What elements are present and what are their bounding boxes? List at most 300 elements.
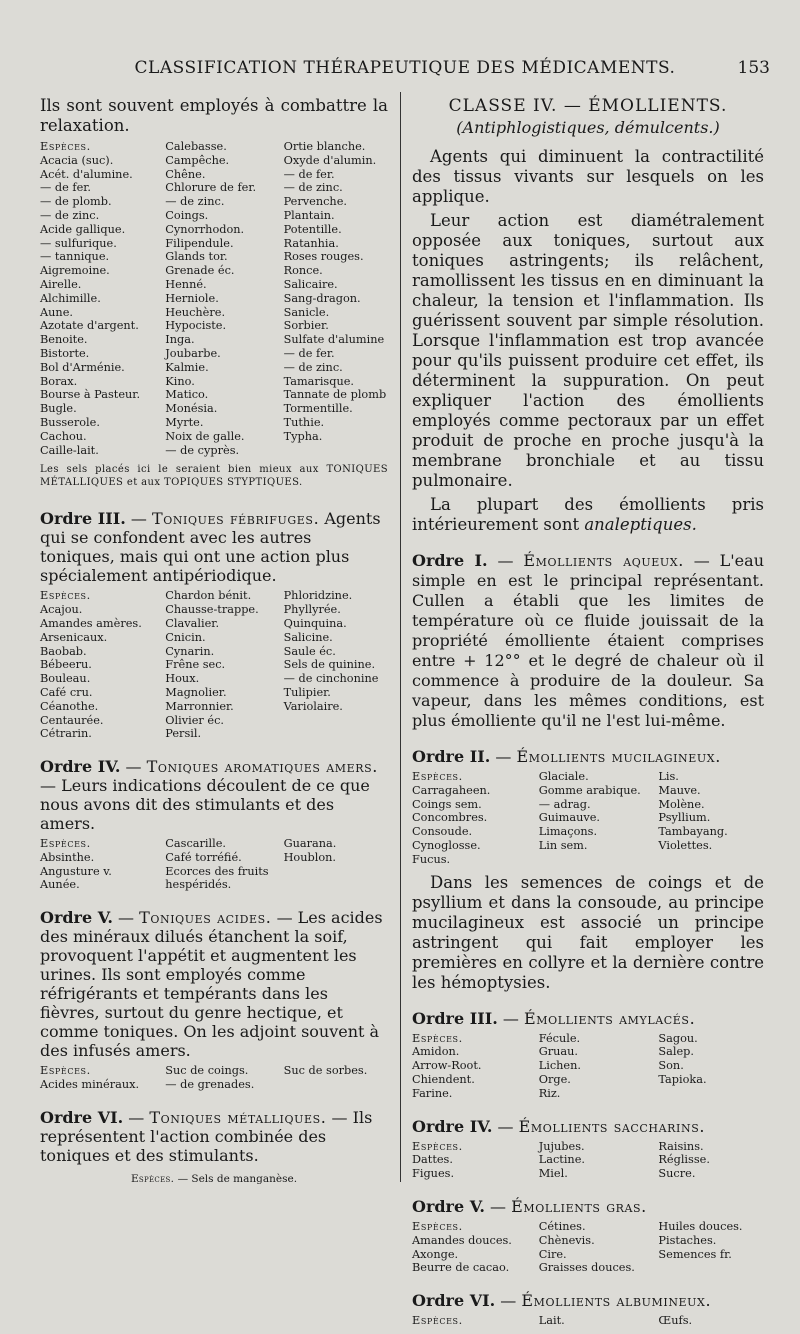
order-name: Émollients gras.	[511, 1196, 647, 1216]
paragraph: Agents qui diminuent la contractilité des tissus vivants sur lesquels on les applique.	[412, 147, 764, 206]
table-cell	[658, 1087, 764, 1101]
table-cell	[284, 444, 388, 458]
table-cell: Potentille.	[283, 222, 342, 236]
table-cell: — de cinchonine	[283, 672, 379, 686]
order-label: Ordre IV.	[40, 757, 121, 777]
salts-note: Les sels placés ici le seraient bien mieux aux TONIQUES MÉTALLIQUES et aux TOPIQUES STYPTIQUES.	[40, 464, 388, 489]
table-cell: Variolaire.	[283, 699, 343, 713]
table-cell: — de cyprès.	[165, 443, 240, 457]
table-cell: Graisses douces.	[538, 1261, 635, 1275]
table-cell: Psyllium.	[658, 811, 711, 825]
table-cell: Bébeeru.	[40, 658, 92, 672]
table-row	[40, 714, 388, 728]
table-cell: Tamarisque.	[283, 374, 355, 388]
table-cell: Glaciale.	[538, 770, 589, 783]
intro-paragraph: Ils sont souvent employés à combattre la relaxation.	[40, 96, 388, 135]
table-row	[40, 430, 388, 444]
table-row	[40, 617, 388, 631]
table-row	[412, 1261, 764, 1275]
table-cell: Myrte.	[165, 415, 204, 429]
order-name: Toniques acides.	[139, 908, 272, 928]
table-cell: — sulfurique.	[40, 236, 117, 250]
metallic-species-line	[40, 1173, 388, 1185]
table-cell: Frêne sec.	[165, 658, 226, 672]
table-cell: Aigremoine.	[40, 264, 110, 278]
table-row	[40, 700, 388, 714]
table-row	[412, 1248, 764, 1262]
table-cell: Arrow-Root.	[412, 1059, 482, 1073]
table-cell: Sorbier.	[283, 319, 329, 333]
class-subtitle: (Antiphlogistiques, démulcents.)	[456, 118, 720, 137]
table-cell: Cachou.	[40, 429, 87, 443]
order-label: Ordre III.	[40, 509, 126, 529]
astringents-species-table	[40, 140, 388, 457]
table-row	[40, 837, 388, 851]
table-cell: Salicaire.	[283, 277, 338, 291]
table-cell: Céanothe.	[40, 699, 99, 713]
fatty-species-table	[412, 1220, 764, 1275]
table-cell: Espèces.	[40, 837, 91, 851]
table-row	[412, 1153, 764, 1167]
table-cell: Houblon.	[283, 850, 337, 864]
table-cell: Campêche.	[165, 153, 230, 167]
order-heading: Ordre III. — Émollients amylacés.	[412, 1008, 696, 1028]
table-row	[40, 645, 388, 659]
table-cell: Sanicle.	[283, 305, 330, 319]
table-row	[40, 402, 388, 416]
table-cell: Espèces.	[40, 1064, 91, 1078]
table-cell: Baobab.	[40, 644, 87, 658]
table-row	[40, 865, 388, 879]
order-heading: Ordre II. — Émollients mucilagineux.	[412, 747, 721, 766]
table-row	[40, 672, 388, 686]
mucilaginous-species-table	[412, 770, 764, 867]
table-row	[40, 168, 388, 182]
table-cell: Molène.	[658, 797, 705, 811]
table-cell: Café cru.	[40, 685, 93, 699]
table-row	[40, 195, 388, 209]
table-cell	[658, 853, 764, 867]
right-column	[412, 96, 764, 1334]
order-heading: Ordre V. — Émollients gras.	[412, 1196, 647, 1216]
table-cell: Glands tor.	[165, 250, 228, 264]
table-cell: Jujubes.	[538, 1139, 585, 1153]
table-row	[412, 1073, 764, 1087]
table-cell: Typha.	[283, 429, 323, 443]
table-cell: Cire.	[538, 1247, 567, 1261]
table-cell: Son.	[658, 1059, 684, 1073]
table-cell: Ortie blanche.	[283, 140, 366, 153]
table-cell: Chausse-trappe.	[165, 603, 259, 617]
table-cell: Kalmie.	[165, 360, 209, 374]
table-cell: Réglisse.	[658, 1153, 710, 1167]
table-cell: Chlorure de fer.	[165, 181, 257, 195]
table-row	[412, 839, 764, 853]
table-cell: Cynarin.	[165, 644, 215, 658]
table-cell: — de plomb.	[40, 195, 112, 209]
table-cell: Persil.	[165, 727, 202, 741]
order-text: — Leurs indications découlent de ce que nous avons dit des stimulants et des amers.	[40, 776, 370, 834]
table-row	[40, 237, 388, 251]
table-cell: Chiendent.	[412, 1072, 475, 1086]
table-cell: Clavalier.	[165, 616, 220, 630]
table-cell: Amandes amères.	[40, 616, 142, 630]
table-row	[40, 416, 388, 430]
table-cell: — adrag.	[538, 797, 591, 811]
table-row	[412, 770, 764, 784]
table-cell: Semences fr.	[658, 1247, 732, 1261]
table-row	[40, 278, 388, 292]
column-divider	[400, 92, 401, 1182]
table-cell: Suc de sorbes.	[283, 1064, 368, 1078]
order-label: Ordre II.	[412, 747, 491, 766]
order-name: Émollients saccharins.	[518, 1116, 706, 1136]
table-row	[412, 853, 764, 867]
table-cell: Arsenicaux.	[40, 630, 108, 644]
paragraph	[412, 495, 764, 535]
table-row	[412, 1059, 764, 1073]
table-cell: Sang-dragon.	[283, 291, 361, 305]
table-cell: Aune.	[40, 305, 73, 319]
table-row	[412, 1314, 764, 1328]
table-cell: Beurre de cacao.	[412, 1261, 510, 1275]
table-row	[40, 375, 388, 389]
order-label: Ordre VI.	[40, 1107, 124, 1127]
order-label: Ordre VI.	[412, 1291, 496, 1311]
order-name: Émollients aqueux.	[523, 551, 684, 570]
order-text: — L'eau simple en est le principal représentant. Cullen a établi que les limites de température où ce fluide jouissait de la propriété émolliente étaient comprises entre + 12°° et le degré de chaleur où il commence à produire de la douleur. Sa vapeur, dans les mêmes conditions, est plus émolliente qu'il ne l'est lui-même.	[412, 551, 764, 730]
table-cell	[284, 727, 388, 741]
order-name: Toniques fébrifuges.	[151, 509, 320, 529]
table-cell: Aunée.	[40, 878, 80, 892]
albuminous-species-table	[412, 1314, 764, 1328]
order-label: Ordre IV.	[412, 1116, 493, 1136]
table-row	[40, 878, 388, 892]
acid-species-table	[40, 1064, 388, 1092]
order-label: Ordre V.	[412, 1196, 485, 1216]
table-cell: Cnicin.	[165, 630, 206, 644]
table-cell: — de fer.	[283, 346, 335, 360]
table-row	[40, 388, 388, 402]
table-cell: — de zinc.	[165, 195, 225, 209]
table-row	[40, 250, 388, 264]
table-cell: — de grenades.	[165, 1078, 255, 1092]
table-cell: Marronnier.	[165, 699, 234, 713]
order-name: Émollients albumineux.	[521, 1291, 712, 1311]
table-cell: Acide gallique.	[40, 222, 126, 236]
table-cell: Herniole.	[165, 291, 219, 305]
table-cell: Hypociste.	[165, 319, 227, 333]
table-cell: Phyllyrée.	[283, 603, 341, 617]
table-row	[40, 181, 388, 195]
order-heading: Ordre IV. — Émollients saccharins.	[412, 1116, 706, 1136]
table-cell: Sagou.	[658, 1031, 698, 1045]
table-cell: Miel.	[538, 1167, 568, 1181]
table-cell: Salep.	[658, 1045, 694, 1059]
table-cell: Cynorrhodon.	[165, 222, 245, 236]
table-cell: Alchimille.	[40, 291, 101, 305]
table-row	[412, 1234, 764, 1248]
table-cell: Gruau.	[538, 1045, 579, 1059]
table-cell: Calebasse.	[165, 140, 227, 153]
table-cell: Huiles douces.	[658, 1219, 743, 1233]
order-label: Ordre I.	[412, 551, 488, 570]
table-cell: Roses rouges.	[283, 250, 364, 264]
table-row	[40, 209, 388, 223]
table-cell: Œufs.	[658, 1314, 693, 1328]
table-cell: Fucus.	[412, 852, 451, 866]
table-cell: Acét. d'alumine.	[40, 167, 133, 181]
table-cell: Carragaheen.	[412, 783, 491, 797]
table-cell: Filipendule.	[165, 236, 234, 250]
table-cell: Espèces.	[412, 1139, 463, 1153]
table-cell: Ecorces des fruits	[165, 864, 269, 878]
table-cell: Cétines.	[538, 1219, 586, 1233]
table-cell: Tapioka.	[658, 1072, 707, 1086]
order-name: Émollients mucilagineux.	[516, 747, 721, 766]
table-cell: hespéridés.	[165, 878, 232, 892]
table-row	[40, 727, 388, 741]
table-row	[40, 631, 388, 645]
table-row	[40, 154, 388, 168]
table-row	[412, 798, 764, 812]
table-cell: Cascarille.	[165, 837, 227, 851]
saccharine-species-table	[412, 1140, 764, 1181]
table-cell: Axonge.	[412, 1247, 459, 1261]
species-text: — Sels de manganèse.	[177, 1172, 298, 1185]
header-title: CLASSIFICATION THÉRAPEUTIQUE DES MÉDICAMENTS.	[134, 58, 676, 78]
table-cell: Bouleau.	[40, 672, 91, 686]
order-label: Ordre III.	[412, 1008, 498, 1028]
table-cell: Tulipier.	[283, 685, 331, 699]
table-cell: Saule éc.	[283, 644, 336, 658]
table-cell: Consoude.	[412, 825, 473, 839]
table-cell: Lait.	[538, 1314, 565, 1328]
table-cell: Acajou.	[40, 603, 83, 617]
table-row	[40, 1078, 388, 1092]
order-heading: Ordre I. — Émollients aqueux. — L'eau simple en est le principal représentant. Cullen a établi que les limites de température où ce fluide jouissait de la propriété émolliente étaient comprises entre + 12°° et le degré de chaleur où il commence à produire de la douleur. Sa vapeur, dans les mêmes conditions, est plus émolliente qu'il ne l'est lui-même.	[412, 551, 764, 730]
table-cell: Coings.	[165, 208, 209, 222]
table-row	[40, 658, 388, 672]
page-number: 153	[737, 58, 770, 78]
table-row	[412, 784, 764, 798]
table-cell: Sels de quinine.	[283, 658, 376, 672]
table-cell: Matico.	[165, 388, 209, 402]
table-row	[40, 686, 388, 700]
table-cell: Amidon.	[412, 1045, 460, 1059]
table-cell: Amandes douces.	[412, 1233, 512, 1247]
table-row	[40, 140, 388, 154]
table-cell: Plantain.	[283, 208, 335, 222]
table-cell: Henné.	[165, 277, 207, 291]
table-cell: Salicine.	[283, 630, 333, 644]
table-cell: Joubarbe.	[165, 346, 221, 360]
table-cell: Ratanhia.	[283, 236, 339, 250]
table-cell: Violettes.	[658, 838, 713, 852]
order-heading: Ordre VI. — Toniques métalliques. — Ils représentent l'action combinée des toniques et des stimulants.	[40, 1107, 373, 1165]
table-cell: Bourse à Pasteur.	[40, 388, 141, 402]
table-cell: — de zinc.	[40, 208, 100, 222]
table-cell: Tannate de plomb	[283, 388, 387, 402]
table-cell: Sulfate d'alumine	[283, 333, 385, 347]
table-cell: Lis.	[658, 770, 679, 783]
aromatic-species-table	[40, 837, 388, 892]
table-cell	[284, 714, 388, 728]
order-name: Toniques aromatiques amers.	[146, 757, 378, 777]
order-heading: Ordre VI. — Émollients albumineux.	[412, 1291, 712, 1311]
table-cell: — de fer.	[40, 181, 92, 195]
table-row	[412, 1045, 764, 1059]
table-cell: Gomme arabique.	[538, 783, 641, 797]
table-row	[412, 1087, 764, 1101]
table-cell: Lichen.	[538, 1059, 581, 1073]
table-cell: Acides minéraux.	[40, 1078, 140, 1092]
order-name: Émollients amylacés.	[523, 1008, 696, 1028]
febrifuges-species-table	[40, 589, 388, 741]
table-row	[412, 825, 764, 839]
order-label: Ordre V.	[40, 908, 113, 928]
table-cell: Limaçons.	[538, 825, 598, 839]
table-cell: Ronce.	[283, 264, 323, 278]
table-cell: Magnolier.	[165, 685, 227, 699]
table-cell: Quinquina.	[283, 616, 347, 630]
table-row	[40, 603, 388, 617]
table-cell: Sucre.	[658, 1167, 696, 1181]
table-cell: Dattes.	[412, 1153, 453, 1167]
table-row	[40, 292, 388, 306]
table-cell: Suc de coings.	[165, 1064, 249, 1078]
paragraph: Dans les semences de coings et de psyllium et dans la consoude, au principe mucilagineux est associé un principe astringent qui fait employer les premières en collyre et la dernière contre les hémoptysies.	[412, 872, 764, 992]
table-row	[40, 361, 388, 375]
table-cell: Raisins.	[658, 1139, 704, 1153]
table-row	[40, 319, 388, 333]
table-cell: Oxyde d'alumin.	[283, 153, 377, 167]
table-row	[40, 333, 388, 347]
table-cell: Phloridzine.	[283, 589, 353, 603]
table-cell: Figues.	[412, 1167, 455, 1181]
table-cell: Bistorte.	[40, 346, 90, 360]
table-cell: Chardon bénit.	[165, 589, 252, 603]
table-cell: Cynoglosse.	[412, 838, 481, 852]
table-cell: Tuthie.	[283, 415, 325, 429]
table-cell: Farine.	[412, 1086, 453, 1100]
table-row	[412, 811, 764, 825]
table-cell: Bugle.	[40, 402, 77, 416]
class-title: CLASSE IV. — ÉMOLLIENTS.	[448, 96, 728, 116]
table-cell: Espèces.	[412, 770, 463, 783]
order-text: Agents qui se confondent avec les autres toniques, mais qui ont une action plus spécialement antipériodique.	[40, 509, 381, 586]
table-cell: Espèces.	[412, 1314, 463, 1328]
table-cell: — tannique.	[40, 250, 110, 264]
table-row	[412, 1032, 764, 1046]
amylaceous-species-table	[412, 1032, 764, 1101]
table-cell	[284, 865, 388, 879]
table-row	[40, 589, 388, 603]
table-cell: Espèces.	[40, 140, 91, 153]
left-column	[40, 96, 388, 1185]
table-cell: Acacia (suc).	[40, 153, 114, 167]
table-cell	[284, 878, 388, 892]
order-heading: Ordre V. — Toniques acides. — Les acides des minéraux dilués étanchent la soif, provoquent l'appétit et augmentent les urines. Ils sont employés comme réfrigérants et tempérants dans les fièvres, surtout du genre hectique, et comme toniques. On les adjoint souvent à des infusés amers.	[40, 908, 383, 1061]
table-cell: Borax.	[40, 374, 78, 388]
table-cell: Fécule.	[538, 1031, 581, 1045]
table-cell: Espèces.	[412, 1219, 463, 1233]
paragraph: Leur action est diamétralement opposée aux toniques, surtout aux toniques astringents; ils relâchent, ramollissent les tissus en en diminuant la chaleur, la tension et l'inflammation. Ils guérissent souvent par simple résolution. Lorsque l'inflammation est trop avancée pour qu'ils puissent produire cet effet, ils déterminent la suppuration. On peut expliquer l'action des émollients employés comme pectoraux par un effet produit de proche en proche jusqu'à la membrane bronchiale et au tissu pulmonaire.	[412, 211, 764, 490]
table-cell: Heuchère.	[165, 305, 226, 319]
table-row	[40, 444, 388, 458]
table-cell: Espèces.	[40, 589, 91, 603]
table-row	[40, 223, 388, 237]
order-name: Toniques métalliques.	[149, 1107, 327, 1127]
table-cell: Tormentille.	[283, 402, 353, 416]
table-cell: Inga.	[165, 333, 195, 347]
table-cell: Benoite.	[40, 333, 88, 347]
table-cell: Chêne.	[165, 167, 206, 181]
table-cell: Guimauve.	[538, 811, 601, 825]
table-cell: Pervenche.	[283, 195, 347, 209]
order-heading: Ordre III. — Toniques fébrifuges. Agents qui se confondent avec les autres toniques, mais qui ont une action plus spécialement antipériodique.	[40, 509, 381, 586]
paragraph-italic: analeptiques.	[584, 515, 697, 534]
table-row	[40, 347, 388, 361]
table-cell: Olivier éc.	[165, 713, 225, 727]
table-cell: Houx.	[165, 672, 200, 686]
table-cell: Noix de galle.	[165, 429, 245, 443]
table-cell: — de fer.	[283, 167, 335, 181]
table-cell: Tambayang.	[658, 825, 728, 839]
table-cell: Airelle.	[40, 277, 82, 291]
table-cell: Chènevis.	[538, 1233, 595, 1247]
table-cell: Caille-lait.	[40, 443, 99, 457]
table-cell: Espèces.	[412, 1031, 463, 1045]
table-cell	[539, 853, 659, 867]
table-cell: Guarana.	[283, 837, 337, 851]
table-row	[412, 1167, 764, 1181]
table-row	[412, 1140, 764, 1154]
table-row	[412, 1220, 764, 1234]
table-cell: Riz.	[538, 1086, 561, 1100]
table-cell: Concombres.	[412, 811, 488, 825]
table-cell: Centaurée.	[40, 713, 104, 727]
table-cell: Cétrarin.	[40, 727, 92, 741]
table-cell: — de zinc.	[283, 360, 343, 374]
table-cell: Mauve.	[658, 783, 701, 797]
table-cell: Monésia.	[165, 402, 218, 416]
table-row	[40, 264, 388, 278]
table-cell: Bol d'Arménie.	[40, 360, 125, 374]
table-cell	[658, 1261, 764, 1275]
table-cell: Pistaches.	[658, 1233, 717, 1247]
table-cell: Lactine.	[538, 1153, 585, 1167]
table-cell: Angusture v.	[40, 864, 112, 878]
table-cell: Lin sem.	[538, 838, 588, 852]
table-cell: — de zinc.	[283, 181, 343, 195]
table-cell: Coings sem.	[412, 797, 482, 811]
species-label: Espèces.	[130, 1172, 175, 1185]
table-row	[40, 1064, 388, 1078]
running-header	[40, 58, 770, 88]
order-heading: Ordre IV. — Toniques aromatiques amers. — Leurs indications découlent de ce que nous avons dit des stimulants et des amers.	[40, 757, 378, 834]
table-cell: Busserole.	[40, 415, 100, 429]
table-cell: Orge.	[538, 1072, 571, 1086]
table-cell: Grenade éc.	[165, 264, 235, 278]
table-cell: Kino.	[165, 374, 195, 388]
table-row	[40, 851, 388, 865]
paragraph-text: La plupart des émollients pris intérieurement sont	[412, 495, 764, 534]
table-cell: Azotate d'argent.	[40, 319, 139, 333]
table-cell: Café torréfié.	[165, 850, 242, 864]
table-cell: Absinthe.	[40, 850, 95, 864]
order-text: — Les acides des minéraux dilués étanchent la soif, provoquent l'appétit et augmentent les urines. Ils sont employés comme réfrigérants et tempérants dans les fièvres, surtout du genre hectique, et comme toniques. On les adjoint souvent à des infusés amers.	[40, 908, 383, 1061]
